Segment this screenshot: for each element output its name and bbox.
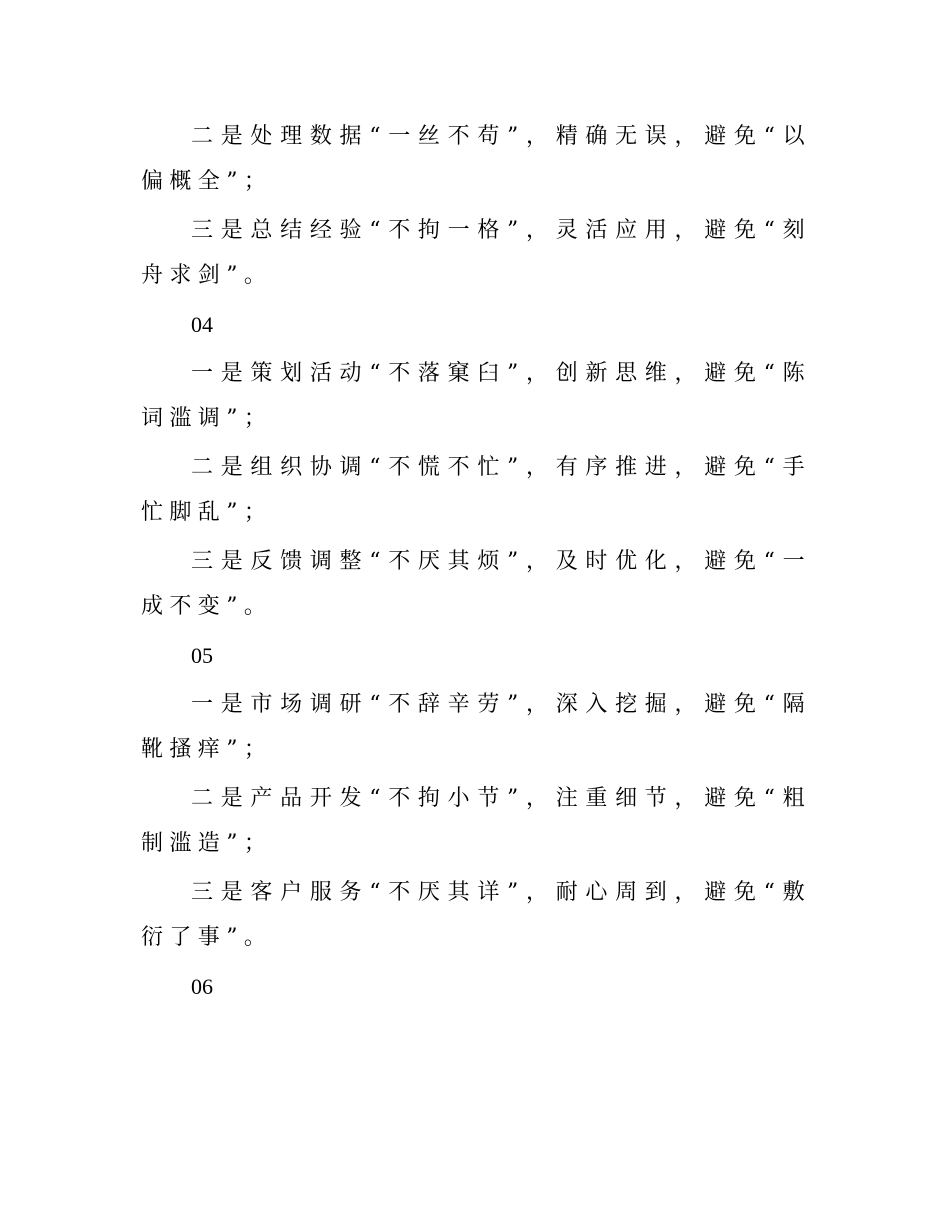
paragraph: 一是市场调研“不辞辛劳”，深入挖掘，避免“隔靴搔痒”；: [141, 692, 811, 762]
paragraph: 二是处理数据“一丝不苟”，精确无误，避免“以偏概全”；: [141, 124, 811, 194]
paragraph: 二是产品开发“不拘小节”，注重细节，避免“粗制滥造”；: [141, 786, 811, 856]
paragraph: 三是总结经验“不拘一格”，灵活应用，避免“刻舟求剑”。: [141, 218, 811, 288]
paragraph: 三是客户服务“不厌其详”，耐心周到，避免“敷衍了事”。: [141, 880, 811, 950]
paragraph: 二是组织协调“不慌不忙”，有序推进，避免“手忙脚乱”；: [141, 455, 811, 525]
section-number: 05: [191, 643, 213, 668]
paragraph: 一是策划活动“不落窠臼”，创新思维，避免“陈词滥调”；: [141, 361, 811, 431]
paragraph: 三是反馈调整“不厌其烦”，及时优化，避免“一成不变”。: [141, 549, 811, 619]
document-body: [141, 114, 811, 1013]
section-number: 04: [191, 312, 213, 337]
section-number: 06: [191, 974, 213, 999]
